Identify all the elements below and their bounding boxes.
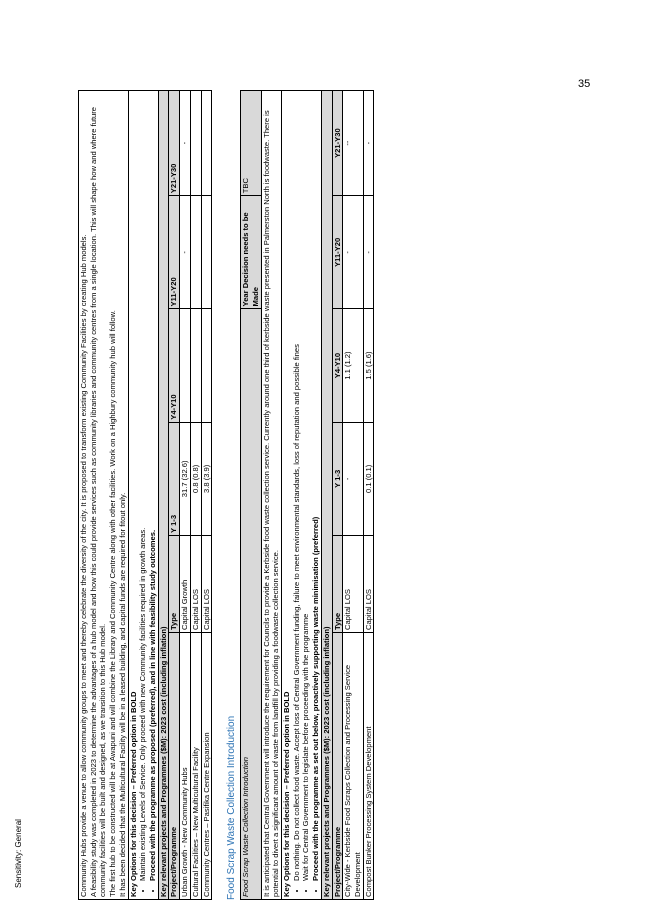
option-item: • Wait for Central Government to legislate before proceeding with the programme — [301, 93, 311, 881]
cell: 0.1 (0.1) — [363, 422, 374, 535]
cell: 31.7 (32.6) — [180, 422, 191, 535]
col-header: Type — [169, 535, 180, 632]
cell — [201, 91, 212, 196]
cell: Compost Bunker Processing System Development — [363, 633, 374, 900]
col-header: Y11-Y20 — [169, 196, 180, 309]
food-scrap-table — [240, 90, 374, 900]
cell — [201, 309, 212, 422]
cell — [201, 196, 212, 309]
cell: 0.8 (0.8) — [190, 422, 201, 535]
cell: Capital LOS — [343, 535, 363, 632]
cell: - — [180, 91, 191, 196]
community-hubs-table — [78, 90, 212, 900]
cell: City-Wide - Kerbside Food Scraps Collection and Processing Service Development — [343, 633, 363, 900]
options-list — [138, 93, 157, 897]
option-item-preferred: • Proceed with the programme as set out below, proactively supporting waste minimisation (preferred) — [311, 93, 321, 881]
option-item: • Maintain existing Levels of Service. Only proceed with new Community facilities required in growth areas. — [138, 93, 148, 881]
paragraph: A feasibility study was completed in 2023 to determine the advantages of a hub model and how this could provide services such as community libraries and community centres from a single location. This will shape how and where future community facilities will be built and designed, as we transition to this Hub model. — [88, 106, 108, 897]
intro-cell — [79, 91, 129, 900]
cell — [190, 309, 201, 422]
cell: -- — [343, 91, 363, 196]
cell: 1.1 (1.2) — [343, 309, 363, 422]
col-header: Y21-Y30 — [332, 91, 343, 196]
col-header: Project/Programme — [332, 633, 343, 900]
options-list — [292, 93, 321, 897]
section-subheader: Food Scrap Waste Collection Introduction — [241, 309, 261, 900]
col-header: Y4-Y10 — [169, 309, 180, 422]
section-title: Food Scrap Waste Collection Introduction — [226, 715, 238, 900]
cell — [180, 309, 191, 422]
cell: 1.5 (1.6) — [363, 309, 374, 422]
col-header: Y 1-3 — [332, 422, 343, 535]
cell: - — [363, 91, 374, 196]
cell: - — [180, 196, 191, 309]
cell: Capital LOS — [201, 535, 212, 632]
table-row — [201, 91, 212, 900]
table-row — [363, 91, 374, 900]
year-value: TBC — [241, 91, 261, 196]
key-options-title: Key Options for this decision – Preferred option in BOLD — [128, 691, 138, 897]
cell: - — [363, 196, 374, 309]
cell: - — [343, 196, 363, 309]
paragraph: The first hub to be constructed will be at Awapuni and will combine the Library and Community Centre along with other facilities. Work on a Highbury community hub will follow. — [108, 310, 118, 897]
paragraph: It has been decided that the Multicultural Facility will be in a leased building, and capital funds are required for fitout only. — [117, 492, 127, 897]
cell: Community Centres – Pasifika Centre Expansion — [201, 633, 212, 900]
table-row — [190, 91, 201, 900]
cell: Capital LOS — [363, 535, 374, 632]
col-header: Y21-Y30 — [169, 91, 180, 196]
paragraph: Community Hubs provide a venue to allow community groups to meet and thereby celebrate the diversity of the city. It is proposed to transform existing Community Facilities by creating Hub models. — [79, 234, 88, 897]
document-body — [78, 90, 548, 900]
cell: 3.8 (3.9) — [201, 422, 212, 535]
year-label: Year Decision needs to be Made — [241, 196, 261, 309]
option-item-preferred: • Proceed with the programme as proposed (preferred), and in line with feasibility study outcomes. — [148, 93, 158, 881]
cell: - — [343, 422, 363, 535]
cell: Capital Growth — [180, 535, 191, 632]
key-projects-title: Key relevant projects and Programmes ($M): 2023 cost (including inflation) — [321, 91, 332, 900]
paragraph: It is anticipated that Central Government will introduce the requirement for Councils to provide a Kerbside food waste collection service. Currently around one third of kerbside waste presented in Palmerston North is foodwaste. There is potential to divert a significant amount of waste from landfill by providing a foodwaste collection service. — [261, 91, 281, 900]
col-header: Y 1-3 — [169, 422, 180, 535]
cell — [190, 91, 201, 196]
cell: Cultural Facilities – New Multicultural Facility — [190, 633, 201, 900]
cell — [190, 196, 201, 309]
col-header: Type — [332, 535, 343, 632]
col-header: Y11-Y20 — [332, 196, 343, 309]
col-header: Project/Programme — [169, 633, 180, 900]
sensitivity-label: Sensitivity: General — [14, 819, 23, 888]
cell: Capital LOS — [190, 535, 201, 632]
page-number: 35 — [578, 78, 591, 90]
table-row — [343, 91, 363, 900]
key-projects-title: Key relevant projects and Programmes ($M): 2023 cost (including inflation) — [158, 91, 169, 900]
col-header: Y4-Y10 — [332, 309, 343, 422]
table-row — [180, 91, 191, 900]
key-options-title: Key Options for this decision – Preferred option in BOLD — [282, 691, 292, 897]
option-item: • Do nothing. Do not collect food waste. Accept loss of Central Government funding, failure to meet environmental standards, loss of reputation and possible fines — [292, 93, 302, 881]
cell: Urban Growth - New Community Hubs — [180, 633, 191, 900]
